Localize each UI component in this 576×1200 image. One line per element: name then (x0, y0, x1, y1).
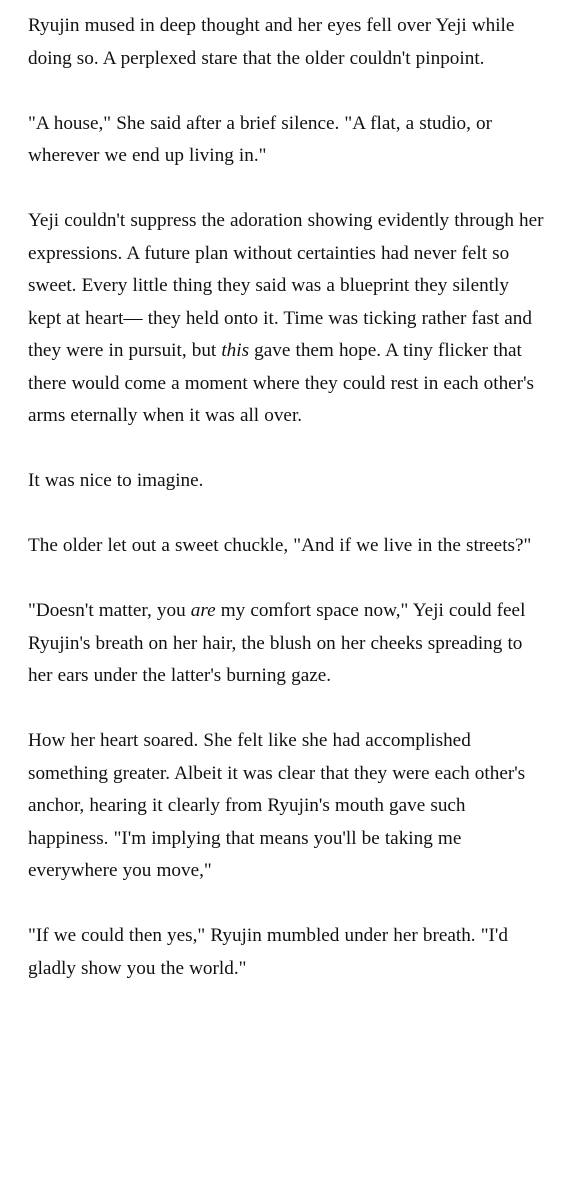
paragraph-text: Yeji couldn't suppress the adoration showing evidently through her expressions. A future plan without certainties had never felt so sweet. Every little thing they said was a blueprint they silently kept at heart— they held onto it. Time was ticking rather fast and they were in pursuit, but (28, 210, 544, 361)
paragraph-text: "If we could then yes," Ryujin mumbled under her breath. "I'd gladly show you the world." (28, 925, 508, 979)
paragraph-text: Ryujin mused in deep thought and her eyes fell over Yeji while doing so. A perplexed stare that the older couldn't pinpoint. (28, 15, 515, 69)
italic-emphasis-text: this (221, 340, 250, 361)
paragraph-text: "A house," She said after a brief silence. "A flat, a studio, or wherever we end up living in." (28, 112, 493, 166)
paragraph-text: The older let out a sweet chuckle, "And if we live in the streets?" (28, 535, 532, 556)
story-paragraph (28, 530, 546, 563)
story-paragraph (28, 920, 546, 985)
story-text (28, 10, 546, 985)
paragraph-text: It was nice to imagine. (28, 470, 204, 491)
story-paragraph (28, 465, 546, 498)
paragraph-text: How her heart soared. She felt like she had accomplished something greater. Albeit it was clear that they were each other's anchor, hearing it clearly from Ryujin's mouth gave such happiness. "I'm implying that means you'll be taking me everywhere you move," (28, 730, 526, 881)
paragraph-text: my comfort space now," Yeji could feel Ryujin's breath on her hair, the blush on her cheeks spreading to her ears under the latter's burning gaze. (28, 600, 526, 686)
story-paragraph (28, 595, 546, 693)
italic-emphasis-text: are (190, 600, 216, 621)
story-paragraph (28, 725, 546, 888)
paragraph-text: "Doesn't matter, you (28, 600, 191, 621)
story-paragraph (28, 10, 546, 75)
story-paragraph (28, 205, 546, 433)
paragraph-text: gave them hope. A tiny flicker that there would come a moment where they could rest in each other's arms eternally when it was all over. (28, 340, 534, 426)
story-paragraph (28, 108, 546, 173)
